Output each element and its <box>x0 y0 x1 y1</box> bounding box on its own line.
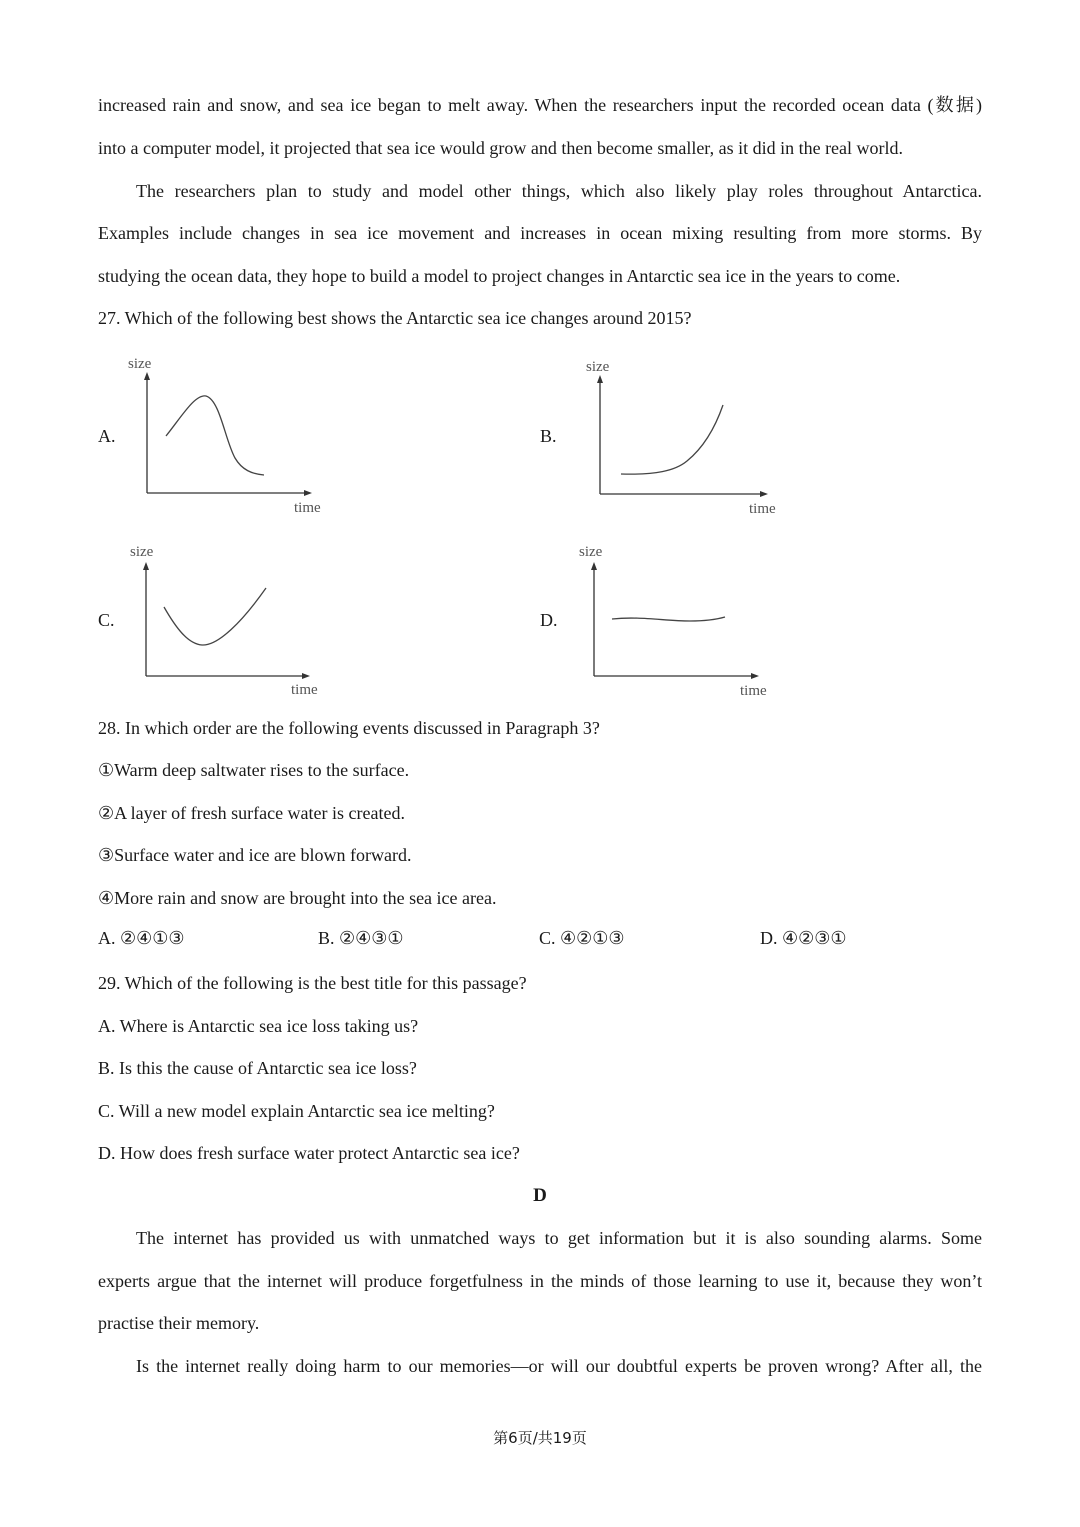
passage-line: studying the ocean data, they hope to build a model to project changes in Antarctic sea ice in the years to come. <box>98 266 901 286</box>
curve <box>612 617 725 621</box>
q27-option-a-label: A. <box>98 426 116 446</box>
page-number: 第6页/共19页 <box>493 1429 587 1447</box>
q29-option-b[interactable]: B. Is this the cause of Antarctic sea ice loss? <box>98 1058 417 1078</box>
q27-option-b-label: B. <box>540 426 557 446</box>
q28-option-c[interactable]: C. ④②①③ <box>539 928 625 948</box>
question-27-stem: 27. Which of the following best shows the Antarctic sea ice changes around 2015? <box>98 308 692 328</box>
q27-option-b-graph <box>575 353 805 523</box>
passage-line: into a computer model, it projected that sea ice would grow and then become smaller, as it did in the real world. <box>98 138 904 158</box>
q28-option-d[interactable]: D. ④②③① <box>760 928 847 948</box>
event-item: ②A layer of fresh surface water is created. <box>98 803 405 823</box>
passage-line: practise their memory. <box>98 1313 260 1333</box>
q27-option-c-label: C. <box>98 610 115 630</box>
passage-line: Is the internet really doing harm to our memories—or will our doubtful experts be proven wrong? After all, the <box>136 1356 982 1376</box>
q29-option-c[interactable]: C. Will a new model explain Antarctic sea ice melting? <box>98 1101 495 1121</box>
q28-option-a[interactable]: A. ②④①③ <box>98 928 185 948</box>
x-axis-label: time <box>291 682 318 698</box>
q29-option-d[interactable]: D. How does fresh surface water protect Antarctic sea ice? <box>98 1143 520 1163</box>
y-axis-label: size <box>586 359 610 375</box>
passage-line: The internet has provided us with unmatched ways to get information but it is also sounding alarms. Some <box>136 1228 982 1248</box>
passage-line: experts argue that the internet will produce forgetfulness in the minds of those learning to use it, because they won’t <box>98 1271 982 1291</box>
y-axis-label: size <box>128 356 152 372</box>
x-axis-label: time <box>294 500 321 516</box>
passage-line: Examples include changes in sea ice movement and increases in ocean mixing resulting from more storms. By <box>98 223 982 243</box>
x-axis-label: time <box>749 501 776 517</box>
q29-option-a[interactable]: A. Where is Antarctic sea ice loss taking us? <box>98 1016 419 1036</box>
q27-option-c-graph <box>120 538 350 708</box>
y-axis-label: size <box>130 544 154 560</box>
event-item: ④More rain and snow are brought into the sea ice area. <box>98 888 497 908</box>
curve <box>164 588 266 645</box>
curve <box>166 396 264 475</box>
q28-option-b[interactable]: B. ②④③① <box>318 928 404 948</box>
q27-option-d-label: D. <box>540 610 558 630</box>
passage-line: increased rain and snow, and sea ice began to melt away. When the researchers input the recorded ocean data (数据) <box>98 95 982 115</box>
question-29-stem: 29. Which of the following is the best title for this passage? <box>98 973 527 993</box>
event-item: ③Surface water and ice are blown forward. <box>98 845 412 865</box>
section-heading: D <box>533 1185 547 1206</box>
passage-line: The researchers plan to study and model other things, which also likely play roles throughout Antarctica. <box>136 181 982 201</box>
event-item: ①Warm deep saltwater rises to the surface. <box>98 760 410 780</box>
q27-option-a-graph <box>120 350 350 520</box>
curve <box>621 405 723 474</box>
question-28-stem: 28. In which order are the following events discussed in Paragraph 3? <box>98 718 600 738</box>
x-axis-label: time <box>740 683 767 699</box>
y-axis-label: size <box>579 544 603 560</box>
q27-option-d-graph <box>570 538 800 708</box>
